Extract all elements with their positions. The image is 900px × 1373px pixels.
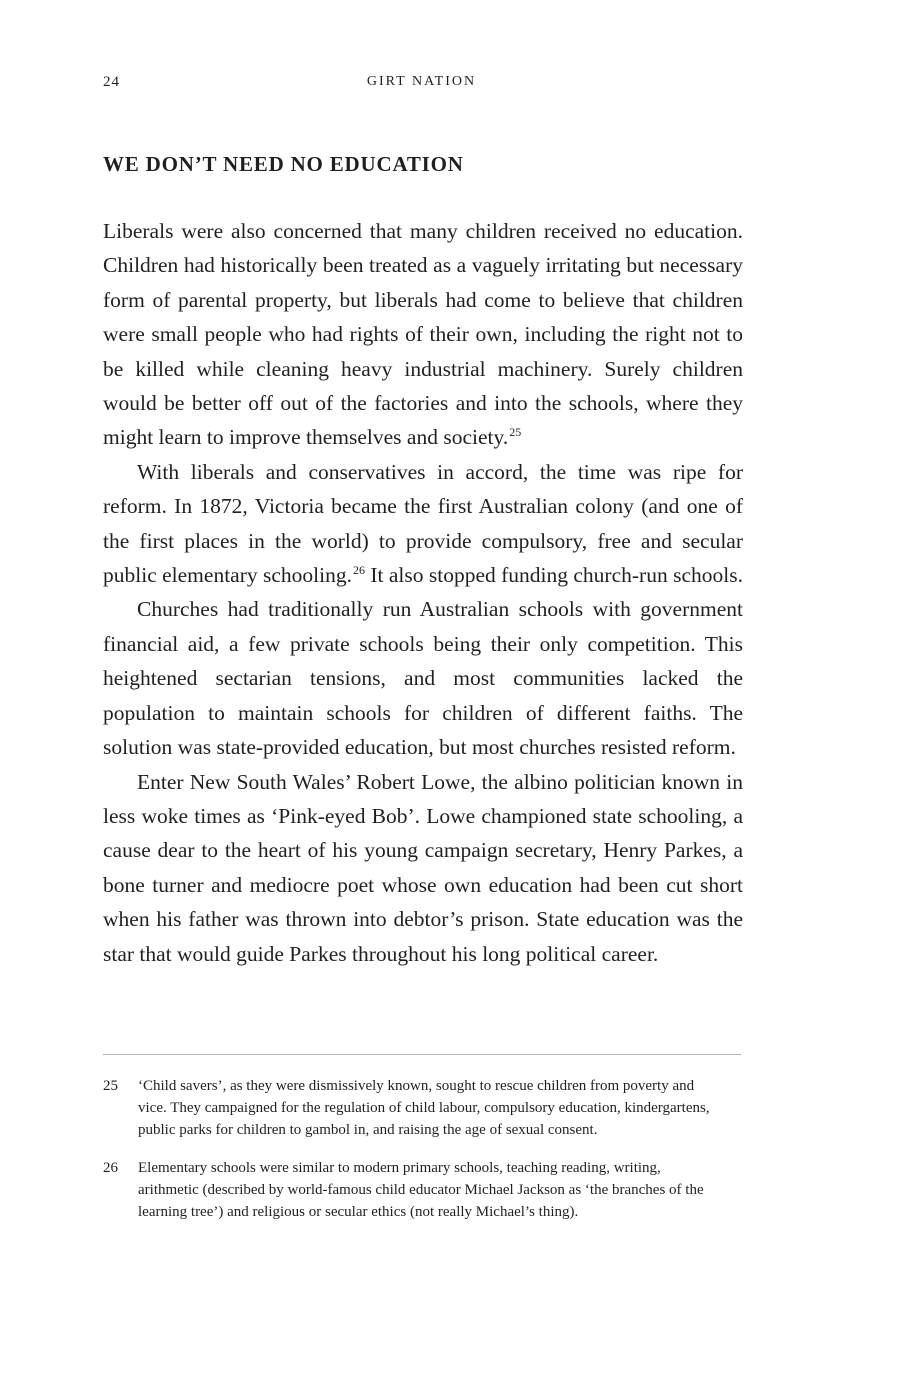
paragraph-text: Liberals were also concerned that many children received no education. Children had historically been treated as a vaguely irritating but necessary form of parental property, but liberals had come to believe that children were small people who had rights of their own, including the right not to be killed while cleaning heavy industrial machinery. Surely children would be better off out of the factories and into the schools, where they might learn to improve themselves and society. xyxy=(103,219,743,450)
section-heading: WE DON’T NEED NO EDUCATION xyxy=(103,152,464,176)
footnote-number: 25 xyxy=(103,1078,118,1094)
paragraph-text: Churches had traditionally run Australian schools with government financial aid, a few private schools being their only competition. This heightened sectarian tensions, and most communities lacked the population to maintain schools for children of different faiths. The solution was state-provided education, but most churches resisted reform. xyxy=(103,597,743,760)
body-text xyxy=(103,214,743,971)
footnote-text: ‘Child savers’, as they were dismissively known, sought to rescue children from poverty and vice. They campaigned for the regulation of child labour, compulsory education, kindergartens, public parks for children to gambol in, and raising the age of sexual consent. xyxy=(138,1078,710,1138)
paragraph xyxy=(103,765,743,971)
footnote-number: 26 xyxy=(103,1160,118,1176)
page-number: 24 xyxy=(103,74,120,90)
footnote xyxy=(103,1075,723,1141)
paragraph-text: Enter New South Wales’ Robert Lowe, the albino politician known in less woke times as ‘Pink-eyed Bob’. Lowe championed state schooling, a cause dear to the heart of his young campaign secretary, Henry Parkes, a bone turner and mediocre poet whose own education had been cut short when his father was thrown into debtor’s prison. State education was the star that would guide Parkes throughout his long political career. xyxy=(103,769,743,966)
footnote xyxy=(103,1157,723,1223)
paragraph-text-continued: It also stopped funding church-run schools. xyxy=(364,563,743,588)
paragraph xyxy=(103,592,743,764)
footnotes xyxy=(103,1075,723,1239)
footnote-rule xyxy=(103,1054,741,1055)
footnote-reference[interactable]: 25 xyxy=(509,425,522,440)
footnote-reference[interactable]: 26 xyxy=(352,562,365,577)
paragraph xyxy=(103,214,743,455)
paragraph-text: With liberals and conservatives in accord, the time was ripe for reform. In 1872, Victoria became the first Australian colony (and one of the first places in the world) to provide compulsory, free and secular public elementary schooling. xyxy=(103,459,743,588)
footnote-text: Elementary schools were similar to modern primary schools, teaching reading, writing, arithmetic (described by world-famous child educator Michael Jackson as ‘the branches of the learning tree’) and religious or secular ethics (not really Michael’s thing). xyxy=(138,1160,704,1220)
paragraph xyxy=(103,455,743,593)
running-head: GIRT NATION xyxy=(366,74,477,89)
